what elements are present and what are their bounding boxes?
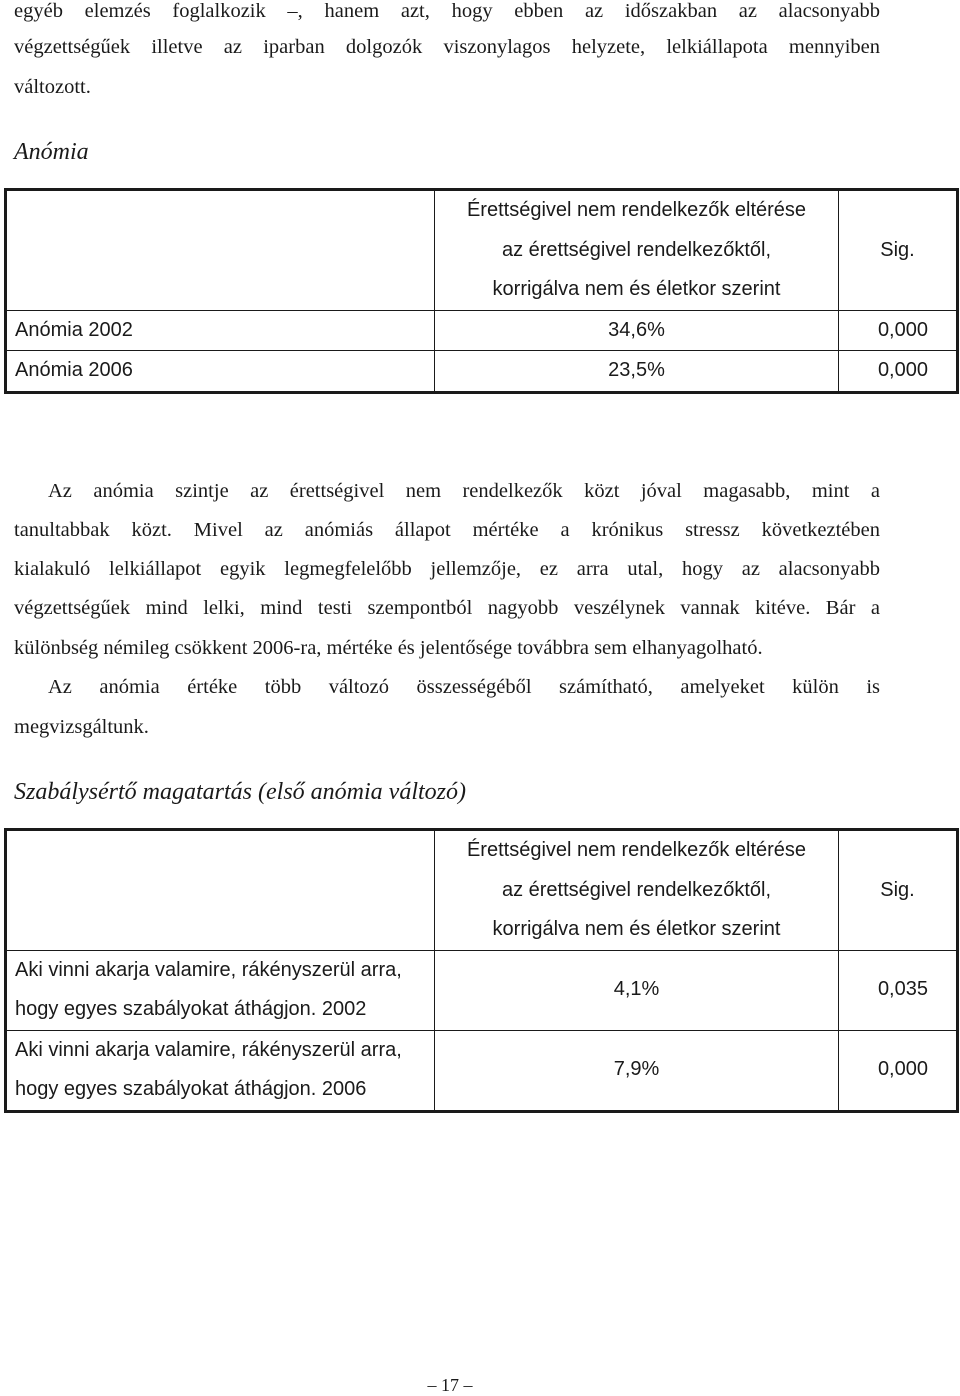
row-label: Aki vinni akarja valamire, rákényszerül arra, hogy egyes szabályokat áthágjon. 2006 <box>6 1030 435 1111</box>
row-value: 23,5% <box>435 351 839 393</box>
intro-line-2: végzettségűek illetve az iparban dolgozók viszonylagos helyzete, lelkiállapota mennyiben <box>14 36 880 58</box>
table-header-difference: Érettségivel nem rendelkezők eltérése az érettségivel rendelkezőktől, korrigálva nem és életkor szerint <box>435 830 839 951</box>
body-line-7: megvizsgáltunk. <box>14 716 149 738</box>
page-number: – 17 – <box>427 1375 473 1395</box>
intro-line-3: változott. <box>14 76 91 98</box>
body-line-5: különbség némileg csökkent 2006-ra, mértéke és jelentősége továbbra sem elhanyagolható. <box>14 637 763 659</box>
row-label: Anómia 2006 <box>6 351 435 393</box>
body-line-6: Az anómia értéke több változó összességéből számítható, amelyeket külön is <box>48 676 880 698</box>
section-heading-rule-breaking: Szabálysértő magatartás (első anómia változó) <box>14 779 466 805</box>
anomia-table <box>4 188 959 394</box>
row-sig: 0,000 <box>839 310 958 351</box>
table-row <box>6 310 958 351</box>
table-header-row <box>6 190 958 311</box>
body-line-2: tanultabbak közt. Mivel az anómiás állapot mértéke a krónikus stressz következtében <box>14 519 880 541</box>
row-sig: 0,035 <box>839 950 958 1030</box>
table-row <box>6 950 958 1030</box>
row-value: 34,6% <box>435 310 839 351</box>
row-label: Aki vinni akarja valamire, rákényszerül arra, hogy egyes szabályokat áthágjon. 2002 <box>6 950 435 1030</box>
body-line-1: Az anómia szintje az érettségivel nem rendelkezők közt jóval magasabb, mint a <box>48 480 880 502</box>
row-value: 4,1% <box>435 950 839 1030</box>
table-row <box>6 1030 958 1111</box>
table-header-sig: Sig. <box>839 190 958 311</box>
table-header-empty <box>6 190 435 311</box>
intro-line-1: egyéb elemzés foglalkozik –, hanem azt, hogy ebben az időszakban az alacsonyabb <box>14 0 880 22</box>
body-line-4: végzettségűek mind lelki, mind testi szempontból nagyobb veszélynek vannak kitéve. Bár a <box>14 597 880 619</box>
row-value: 7,9% <box>435 1030 839 1111</box>
row-sig: 0,000 <box>839 1030 958 1111</box>
section-heading-anomia: Anómia <box>14 139 89 165</box>
row-sig: 0,000 <box>839 351 958 393</box>
table-header-difference: Érettségivel nem rendelkezők eltérése az érettségivel rendelkezőktől, korrigálva nem és életkor szerint <box>435 190 839 311</box>
table-header-sig: Sig. <box>839 830 958 951</box>
table-row <box>6 351 958 393</box>
table-header-empty <box>6 830 435 951</box>
body-line-3: kialakuló lelkiállapot egyik legmegfelelőbb jellemzője, ez arra utal, hogy az alacsonyabb <box>14 558 880 580</box>
rule-breaking-table <box>4 828 959 1113</box>
table-header-row <box>6 830 958 951</box>
row-label: Anómia 2002 <box>6 310 435 351</box>
